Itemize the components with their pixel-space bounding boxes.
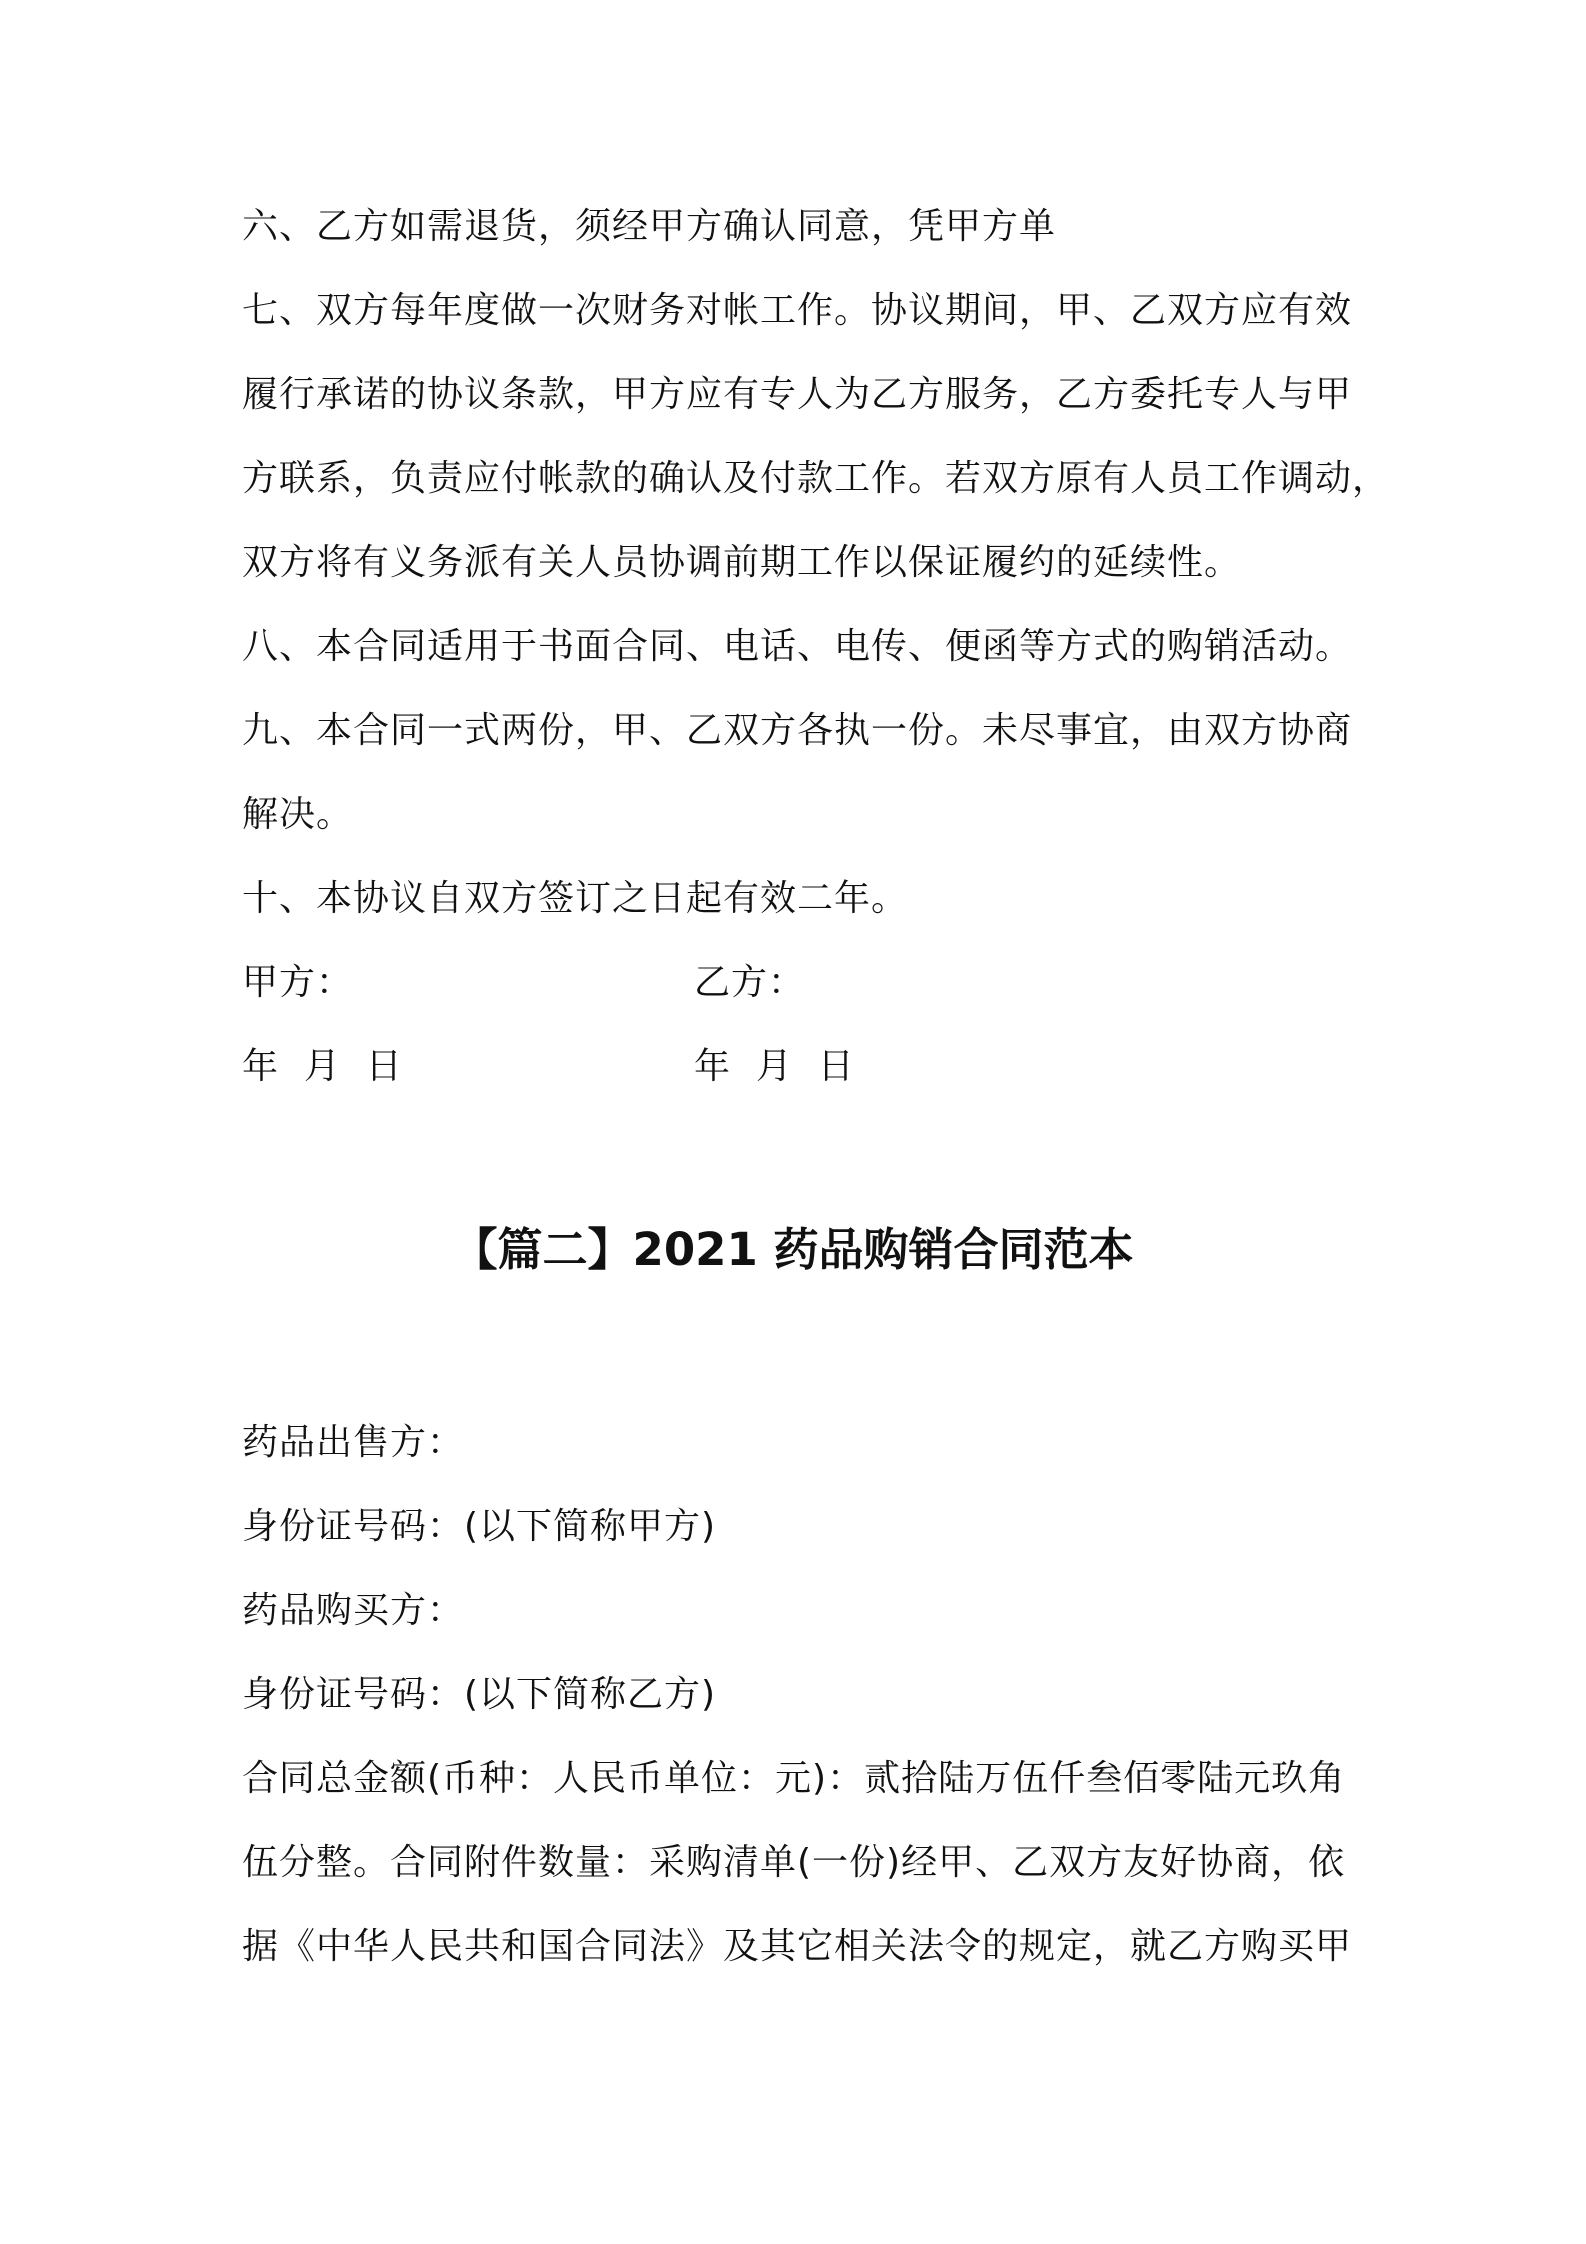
section-two-heading: 【篇二】2021 药品购销合同范本 [452, 1223, 1134, 1276]
clause-10-line: 十、本协议自双方签订之日起有效二年。 [242, 878, 909, 919]
contract-amount-line-1: 合同总金额(币种：人民币单位：元)：贰拾陆万伍仟叁佰零陆元玖角 [242, 1758, 1346, 1799]
party-b-label: 乙方： [694, 962, 806, 1003]
party-a-date: 年 月 日 [242, 1046, 403, 1087]
buyer-id-field: 身份证号码：(以下简称乙方) [242, 1674, 717, 1715]
clause-7-line-3: 方联系，负责应付帐款的确认及付款工作。若双方原有人员工作调动， [242, 458, 1390, 499]
party-b-date: 年 月 日 [694, 1046, 855, 1087]
clause-9-line-1: 九、本合同一式两份，甲、乙双方各执一份。未尽事宜，由双方协商 [242, 710, 1353, 751]
party-a-label: 甲方： [242, 962, 354, 1003]
seller-id-field: 身份证号码：(以下简称甲方) [242, 1506, 717, 1547]
contract-amount-line-3: 据《中华人民共和国合同法》及其它相关法令的规定，就乙方购买甲 [242, 1926, 1353, 1967]
clause-6-line: 六、乙方如需退货，须经甲方确认同意，凭甲方单 [242, 206, 1057, 247]
clause-9-line-2: 解决。 [242, 794, 354, 835]
clause-7-line-2: 履行承诺的协议条款，甲方应有专人为乙方服务，乙方委托专人与甲 [242, 374, 1353, 415]
clause-8-line: 八、本合同适用于书面合同、电话、电传、便函等方式的购销活动。 [242, 626, 1353, 667]
seller-field: 药品出售方： [242, 1422, 465, 1463]
contract-amount-line-2: 伍分整。合同附件数量：采购清单(一份)经甲、乙双方友好协商，依 [242, 1842, 1346, 1883]
buyer-field: 药品购买方： [242, 1590, 465, 1631]
clause-7-line-1: 七、双方每年度做一次财务对帐工作。协议期间，甲、乙双方应有效 [242, 290, 1353, 331]
clause-7-line-4: 双方将有义务派有关人员协调前期工作以保证履约的延续性。 [242, 542, 1242, 583]
